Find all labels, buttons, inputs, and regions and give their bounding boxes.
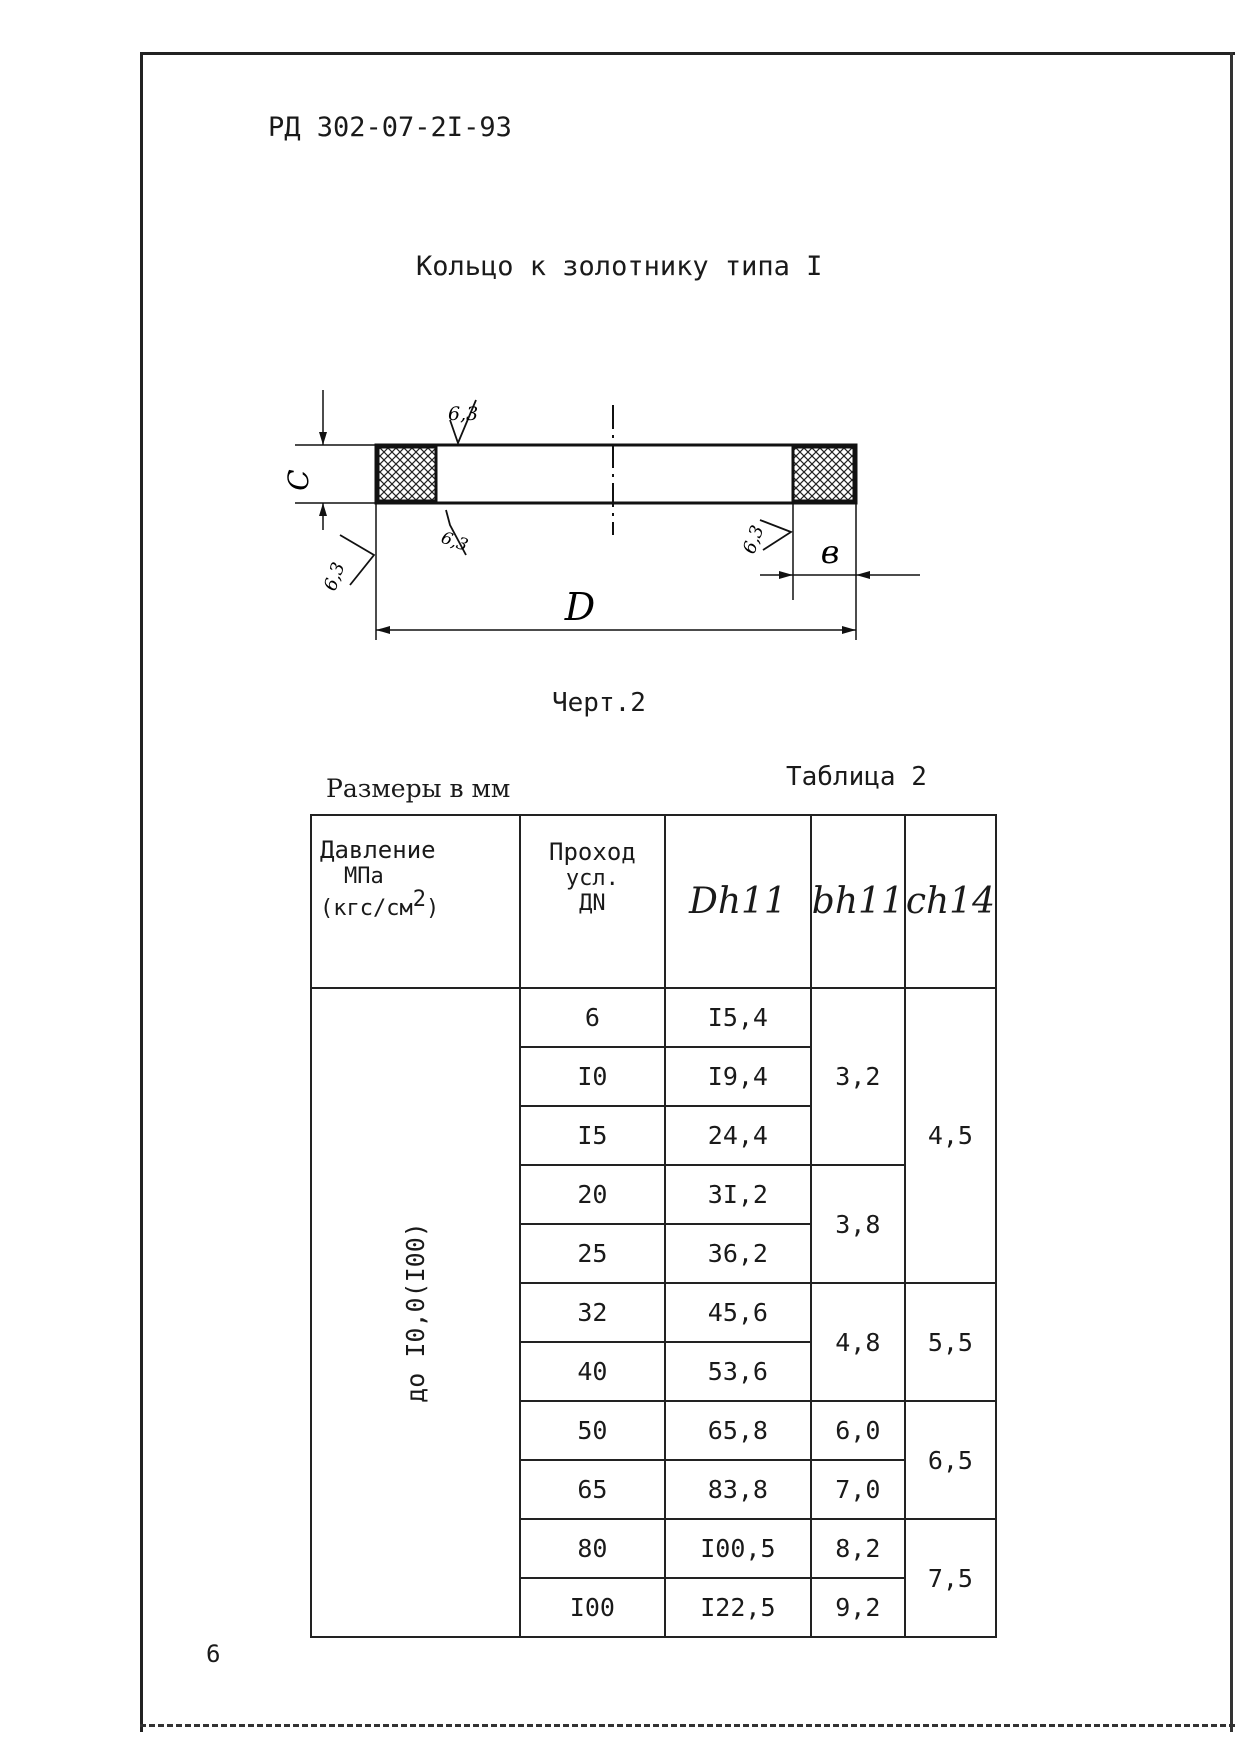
d-cell: 24,4 <box>665 1106 811 1165</box>
c-cell: 4,5 <box>905 988 996 1283</box>
d-cell: 3I,2 <box>665 1165 811 1224</box>
roughness-mark-top <box>448 400 478 443</box>
c-cell: 7,5 <box>905 1519 996 1637</box>
svg-text:6,3: 6,3 <box>448 403 479 425</box>
d-cell: I5,4 <box>665 988 811 1047</box>
c-cell: 5,5 <box>905 1283 996 1401</box>
document-code: РД 302-07-2I-93 <box>268 112 512 143</box>
header-b: bh11 <box>811 815 905 988</box>
dn-cell: I0 <box>520 1047 665 1106</box>
dn-cell: 25 <box>520 1224 665 1283</box>
page-number: 6 <box>206 1640 221 1668</box>
ring-drawing <box>280 380 940 660</box>
b-cell: 9,2 <box>811 1578 905 1637</box>
header-nominal-pass: Проход усл. ДN <box>520 815 665 988</box>
page-frame-right <box>1230 52 1233 1732</box>
page-frame-bottom <box>140 1724 1235 1727</box>
b-cell: 8,2 <box>811 1519 905 1578</box>
dn-cell: 6 <box>520 988 665 1047</box>
header-c: ch14 <box>905 815 996 988</box>
d-cell: I9,4 <box>665 1047 811 1106</box>
table-header-row <box>311 815 996 988</box>
dn-cell: 40 <box>520 1342 665 1401</box>
pressure-value: до I0,0(I00) <box>400 1222 430 1403</box>
drawing-caption: Черт.2 <box>552 688 646 718</box>
table-row <box>311 988 996 1047</box>
d-cell: 53,6 <box>665 1342 811 1401</box>
svg-text:6,3: 6,3 <box>319 559 350 594</box>
b-cell: 6,0 <box>811 1401 905 1460</box>
units-note: Размеры в мм <box>326 774 511 803</box>
dn-cell: 65 <box>520 1460 665 1519</box>
roughness-mark-left <box>320 535 374 594</box>
roughness-mark-right <box>739 520 791 557</box>
page-frame-left <box>140 52 143 1732</box>
roughness-mark-bottom <box>438 510 470 556</box>
dim-width-label: в <box>820 533 840 571</box>
d-cell: 36,2 <box>665 1224 811 1283</box>
ring-section-right <box>793 447 854 501</box>
dn-cell: 20 <box>520 1165 665 1224</box>
d-cell: 45,6 <box>665 1283 811 1342</box>
d-cell: I00,5 <box>665 1519 811 1578</box>
dn-cell: I5 <box>520 1106 665 1165</box>
d-cell: 83,8 <box>665 1460 811 1519</box>
dimensions-table <box>310 814 997 1638</box>
svg-text:6,3: 6,3 <box>438 527 471 556</box>
document-title: Кольцо к золотнику типа I <box>416 251 823 282</box>
table-label: Таблица 2 <box>786 762 927 792</box>
dn-cell: 80 <box>520 1519 665 1578</box>
b-cell: 4,8 <box>811 1283 905 1401</box>
header-pressure: Давление МПа $(кгс/см^2)$ <box>311 815 520 988</box>
ring-outline <box>376 445 856 503</box>
d-cell: I22,5 <box>665 1578 811 1637</box>
c-cell: 6,5 <box>905 1401 996 1519</box>
b-cell: 3,2 <box>811 988 905 1165</box>
page-frame-top <box>140 52 1235 55</box>
dn-cell: 50 <box>520 1401 665 1460</box>
b-cell: 3,8 <box>811 1165 905 1283</box>
dn-cell: 32 <box>520 1283 665 1342</box>
dim-height-label: C <box>282 469 315 491</box>
b-cell: 7,0 <box>811 1460 905 1519</box>
pressure-cell <box>311 988 520 1637</box>
ring-section-left <box>378 447 436 501</box>
d-cell: 65,8 <box>665 1401 811 1460</box>
dim-diameter-label: D <box>564 585 596 629</box>
header-d: Dh11 <box>665 815 811 988</box>
svg-text:6,3: 6,3 <box>738 522 769 557</box>
dn-cell: I00 <box>520 1578 665 1637</box>
